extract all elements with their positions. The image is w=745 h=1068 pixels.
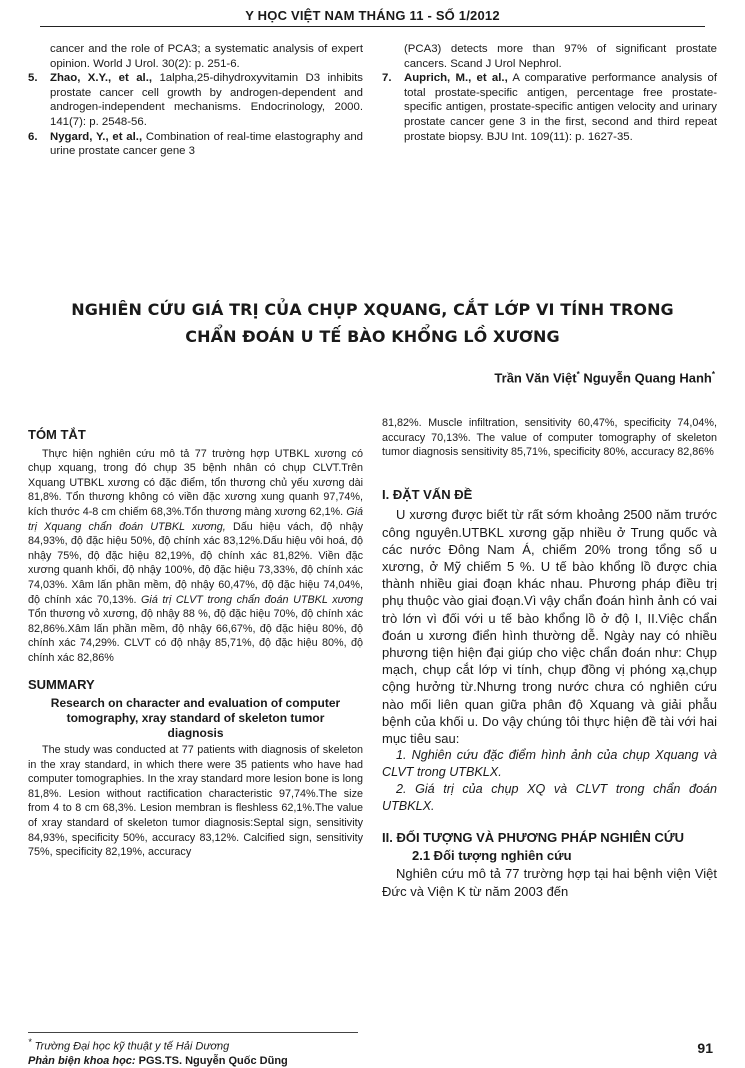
summary-title: Research on character and evaluation of computer tomography, xray standard of skeleton tumor diagnosis [50,696,341,741]
title-line-1: NGHIÊN CỨU GIÁ TRỊ CỦA CHỤP XQUANG, CẮT LỚP VI TÍNH TRONG [71,300,674,319]
reference-item [28,130,363,159]
tomtat-text-3: Tổn thương vỏ xương, độ nhậy 88 %, độ đặc hiệu 70%, độ chính xác 82,86%.Xâm lấn phần mềm, độ nhậy 66,67%, độ đặc hiệu 80%, độ chính xác 74,29%. CLVT có độ nhậy 85,71%, độ đặc hiệu 80%, độ chính xác 82,86% [28,608,363,664]
references-right [382,42,717,144]
authors [494,370,715,385]
ref-text: 1alpha,25-dihydroxyvitamin D3 inhibits prostate cancer cell growth by androgen-dependent and androgen-independent mechanisms. Endocrinology, 2000. 141(7): p. 2548-56. [50,72,363,128]
reviewer-name: PGS.TS. Nguyễn Quốc Dũng [135,1054,288,1067]
section-1-paragraph: U xương được biết từ rất sớm khoảng 2500 năm trước công nguyên.UTBKL xương gặp nhiều ở Trung quốc và các nước Đông Nam Á, chiếm 20% trong tổng số u xương, ở Mỹ chiếm 5 %. U tế bào khổng lồ được chia thành nhiều giai đoạn khác nhau. Phương pháp điều trị phụ thuộc vào giai đoạn.Vì vậy chẩn đoán hình ảnh có vai trò lớn vì đối với u tế bào khổng lồ ở độ I, II.Việc chẩn đoán u xương điển hình thường dễ. Ngày nay có nhiều phương tiện hiện đại giúp cho việc chẩn đoán như: Chụp mạch, chụp cắt lớp vi tính, chụp đồng vị phóng xạ,chụp cộng hưởng từ.Nhưng trong nước chưa có nghiên cứu nào mối liên quan giữa phân độ Xquang và giải phẫu bệnh của khối u. Do vậy chúng tôi thực hiện đề tài với hai mục tiêu sau: [382,507,717,747]
goal-2: 2. Giá trị của chụp XQ và CLVT trong chẩn đoán UTBKLX. [382,782,717,814]
tomtat-italic-2: Giá trị CLVT trong chẩn đoán UTBKL xương [141,593,364,606]
reviewer-label: Phản biện khoa học: [28,1054,136,1067]
ref-author: Nygard, Y., et al., [50,130,143,143]
author-affiliation-mark: * [576,370,580,379]
footnote [28,1032,358,1068]
affiliation-text: Trường Đại học kỹ thuật y tế Hải Dương [34,1040,230,1053]
tomtat-italic-1: Giá trị Xquang chẩn đoán UTBKL xương, [28,505,364,533]
tomtat-text-1: Thực hiện nghiên cứu mô tả 77 trường hợp UTBKL xương có chụp xquang, trong đó chụp 35 bệnh nhân có chụp CLVT.Trên Xquang UTBKL xương có đặc điểm, tổn thương chủ yếu xương dài 81,8%. Tổn thương không có viền đặc xương xung quanh 97,74%, kích thước 4-8 cm chiếm 68,3%.Tổn thương màng xương 62,1%. [28,447,363,518]
summary-paragraph: The study was conducted at 77 patients with diagnosis of skeleton in the xray standard, in which there were 35 patients who have had computer tomographies. In the xray standard more lesion bone is long 81,8%. Lesion without ractification characteristic 97,74%.The size from 4 to 8 cm 68,3%. Lesion membran is fleshless 62,1%.The value of xray standard of skeleton tumor diagnosis:Septal sign, sensitivity 84,93%, specificity 50%, accuracy 83,12%. Calcified sign, sensitivity 75%, specificity 82,19%, accuracy [28,744,363,859]
section-1-heading: I. ĐẶT VẤN ĐỀ [382,486,473,502]
tomtat-paragraph [28,447,363,666]
reference-item [382,42,717,71]
ref-number: 6. [28,130,38,143]
tomtat-text-2: Dấu hiệu vách, độ nhậy 84,93%, độ đặc hiệu 50%, độ chính xác 83,12%.Dấu hiệu vôi hoá, độ nhậy 75%, độ đặc hiệu 82,19%, độ chính xác 81,82%. Viền đặc xương quanh khối, độ nhậy 100%, độ đặc hiệu 73,33%, độ chính xác 74,03%. Xâm lấn phần mềm, độ nhậy 60,47%, độ đặc hiệu 74,04%, độ chính xác 70,13%. [28,520,364,606]
footnote-mark: * [28,1037,32,1047]
title-line-2: CHẨN ĐOÁN U TẾ BÀO KHỔNG LỒ XƯƠNG [185,327,560,346]
ref-author: Zhao, X.Y., et al., [50,72,153,85]
reference-item [28,71,363,129]
ref-number: 7. [382,72,392,85]
ref-text: Combination of real-time elastography and urine prostate cancer gene 3 [50,130,363,158]
ref-text: cancer and the role of PCA3; a systematic analysis of expert opinion. World J Urol. 30(2): p. 251-6. [50,43,363,70]
ref-author: Auprich, M., et al., [404,72,508,85]
author-affiliation-mark: * [711,370,715,379]
reference-item [28,42,363,71]
references-left [28,42,363,159]
affiliation-footnote [28,1035,358,1054]
right-column [382,416,717,900]
left-column [28,428,363,860]
ref-number: 5. [28,72,38,85]
ref-text: A comparative performance analysis of total prostate-specific antigen, percentage free prostate-specific antigen, prostate-specific antigen velocity and urinary prostate cancer gene 3 in the first, second and third repeat prostate biopsy. BJU Int. 109(11): p. 1627-35. [404,72,718,143]
section-2-heading: II. ĐỐI TƯỢNG VÀ PHƯƠNG PHÁP NGHIÊN CỨU [382,830,685,846]
ref-number [28,42,50,71]
tomtat-heading: TÓM TẮT [28,427,86,442]
section-2-1-heading: 2.1 Đối tượng nghiên cứu [412,847,572,863]
author-1: Trần Văn Việt [494,370,577,386]
article-title [40,296,705,350]
author-2: Nguyễn Quang Hanh [583,370,712,386]
summary-continued: 81,82%. Muscle infiltration, sensitivity 60,47%, specificity 74,04%, accuracy 70,13%. The value of computer tomography of skeleton tumor diagnosis sensitivity 85,71%, specificity 80%, accuracy 82,86% [382,417,717,459]
ref-number [382,42,404,71]
reviewer-footnote [28,1054,358,1068]
goal-1: 1. Nghiên cứu đặc điểm hình ảnh của chụp Xquang và CLVT trong UTBKLX. [382,748,717,780]
ref-text: (PCA3) detects more than 97% of significant prostate cancers. Scand J Urol Nephrol. [404,43,717,70]
reference-item [382,71,717,144]
page-number: 91 [697,1040,713,1056]
summary-heading: SUMMARY [28,676,95,692]
journal-header: Y HỌC VIỆT NAM THÁNG 11 - SỐ 1/2012 [40,8,705,27]
section-2-paragraph: Nghiên cứu mô tả 77 trường hợp tại hai bệnh viện Việt Đức và Viện K từ năm 2003 đến [382,866,717,899]
